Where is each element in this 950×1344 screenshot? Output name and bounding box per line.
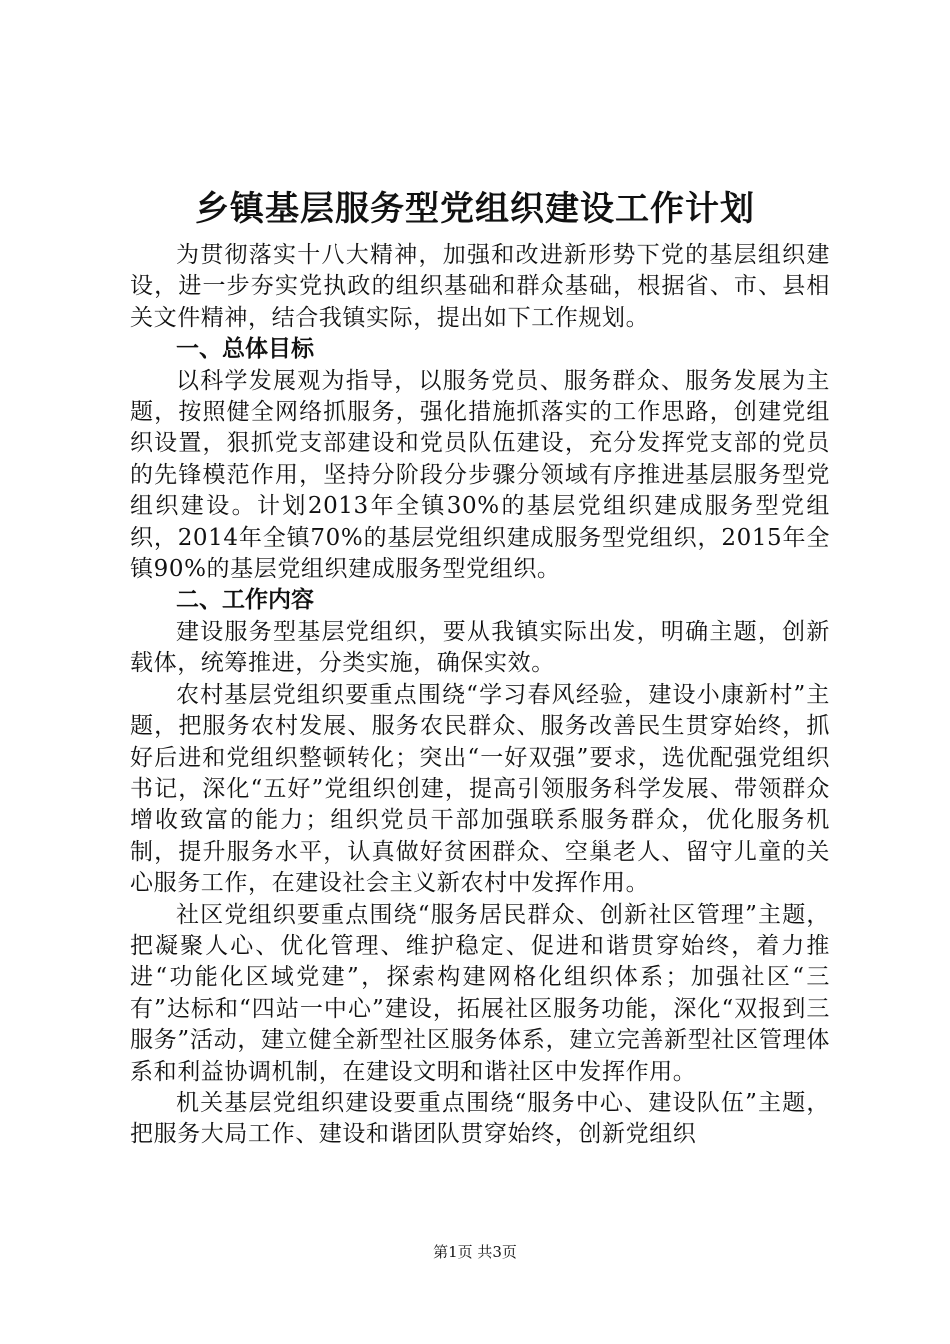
document-body [130,240,830,1151]
community-party-paragraph: 社区党组织要重点围绕“服务居民群众、创新社区管理”主题，把凝聚人心、优化管理、维护稳定、促进和谐贯穿始终，着力推进“功能化区域党建”，探索构建网格化组织体系；加强社区“三有”达标和“四站一中心”建设，拓展社区服务功能，深化“双报到三服务”活动，建立健全新型社区服务体系，建立完善新型社区管理体系和利益协调机制，在建设文明和谐社区中发挥作用。 [130,901,830,1085]
document-title: 乡镇基层服务型党组织建设工作计划 [195,189,755,229]
section-heading-goals: 一、总体目标 [176,336,314,363]
rural-party-paragraph: 农村基层党组织要重点围绕“学习春风经验，建设小康新村”主题，把服务农村发展、服务农民群众、服务改善民生贯穿始终，抓好后进和党组织整顿转化；突出“一好双强”要求，选优配强党组织书记，深化“五好”党组织创建，提高引领服务科学发展、带领群众增收致富的能力；组织党员干部加强联系服务群众，优化服务机制，提升服务水平，认真做好贫困群众、空巢老人、留守儿童的关心服务工作，在建设社会主义新农村中发挥作用。 [130,681,830,897]
page-number-footer: 第1页 共3页 [433,1243,517,1261]
intro-paragraph: 为贯彻落实十八大精神，加强和改进新形势下党的基层组织建设，进一步夯实党执政的组织基础和群众基础，根据省、市、县相关文件精神，结合我镇实际，提出如下工作规划。 [130,242,830,331]
agency-party-paragraph: 机关基层党组织建设要重点围绕“服务中心、建设队伍”主题，把服务大局工作、建设和谐团队贯穿始终，创新党组织 [130,1089,830,1148]
section-heading-content: 二、工作内容 [176,587,314,614]
goals-paragraph: 以科学发展观为指导，以服务党员、服务群众、服务发展为主题，按照健全网络抓服务，强化措施抓落实的工作思路，创建党组织设置，狠抓党支部建设和党员队伍建设，充分发挥党支部的党员的先锋模范作用，坚持分阶段分步骤分领域有序推进基层服务型党组织建设。计划2013年全镇30%的基层党组织建成服务型党组织，2014年全镇70%的基层党组织建成服务型党组织，2015年全镇90%的基层党组织建成服务型党组织。 [130,367,830,583]
content-paragraph: 建设服务型基层党组织，要从我镇实际出发，明确主题，创新载体，统筹推进，分类实施，确保实效。 [130,618,830,677]
